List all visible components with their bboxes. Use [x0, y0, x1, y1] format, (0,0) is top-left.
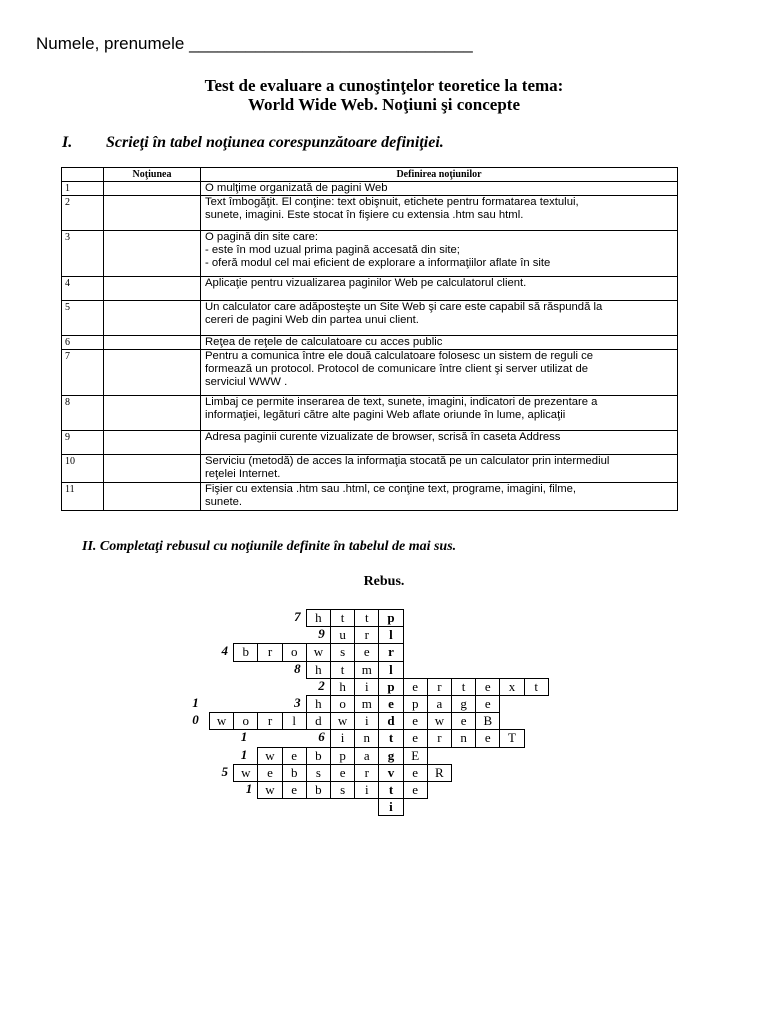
rebus-row-number: 8	[294, 660, 301, 676]
rebus-cell[interactable]: T	[499, 729, 524, 747]
rebus-cell[interactable]: i	[330, 729, 355, 747]
rebus-cell[interactable]: s	[306, 764, 331, 782]
rebus-cell[interactable]: e	[403, 781, 428, 799]
rebus-row-number: 1	[245, 781, 253, 796]
rebus-cell[interactable]: e	[475, 678, 500, 696]
rebus-cell[interactable]: p	[330, 747, 355, 765]
rebus-cell[interactable]: g	[451, 695, 476, 713]
rebus-cell[interactable]: d	[306, 712, 331, 730]
rebus-cell[interactable]: n	[451, 729, 476, 747]
rebus-cell[interactable]: i	[354, 781, 379, 799]
definition-text: Un calculator care adăposteşte un Site Web şi care este capabil să răspundă la cereri de pagini Web din partea unui client.	[201, 301, 678, 336]
row-number: 2	[62, 196, 104, 231]
rebus-cell[interactable]: b	[306, 747, 331, 765]
rebus-cell[interactable]: h	[306, 609, 331, 627]
rebus-cell[interactable]: w	[257, 747, 282, 765]
rebus-cell[interactable]: x	[499, 678, 524, 696]
rebus-cell[interactable]: w	[306, 643, 331, 661]
rebus-cell[interactable]: e	[451, 712, 476, 730]
rebus-key-cell[interactable]: v	[378, 764, 403, 782]
rebus-cell[interactable]: e	[475, 729, 500, 747]
definition-text: Adresa paginii curente vizualizate de browser, scrisă în caseta Address	[201, 431, 678, 455]
rebus-row-number: 5	[221, 763, 228, 779]
rebus-cell[interactable]: h	[330, 678, 355, 696]
rebus-cell[interactable]: e	[282, 781, 307, 799]
rebus-cell[interactable]: B	[475, 712, 500, 730]
rebus-row-number: 6	[318, 729, 325, 745]
rebus-cell[interactable]: w	[257, 781, 282, 799]
rebus-cell[interactable]: w	[233, 764, 258, 782]
rebus-key-cell[interactable]: p	[378, 678, 403, 696]
definition-text: Aplicaţie pentru vizualizarea paginilor Web pe calculatorul client.	[201, 277, 678, 301]
name-line: Numele, prenumele ______________________________	[36, 34, 473, 53]
rebus-cell[interactable]: e	[403, 712, 428, 730]
rebus-row-number: 1	[240, 746, 248, 762]
rebus-cell[interactable]: t	[354, 609, 379, 627]
rebus-row-number: 4	[221, 643, 228, 659]
rebus-cell[interactable]: r	[257, 712, 282, 730]
row-number: 5	[62, 301, 104, 336]
rebus-cell[interactable]: b	[233, 643, 258, 661]
rebus-cell[interactable]: o	[330, 695, 355, 713]
rebus-row-number: 1	[240, 729, 248, 745]
definition-text: Pentru a comunica între ele două calculatoare folosesc un sistem de reguli ce formează un protocol. Protocol de comunicare între client şi server utilizat de serviciul WWW .	[201, 350, 678, 396]
rebus-cell[interactable]: l	[282, 712, 307, 730]
row-number: 4	[62, 277, 104, 301]
rebus-cell[interactable]: b	[282, 764, 307, 782]
rebus-cell[interactable]: w	[209, 712, 234, 730]
rebus-cell[interactable]: e	[475, 695, 500, 713]
rebus-cell[interactable]: e	[403, 678, 428, 696]
rebus-cell[interactable]: a	[354, 747, 379, 765]
row-number: 6	[62, 336, 104, 350]
definition-text: Limbaj ce permite inserarea de text, sunete, imagini, indicatori de prezentare a informaţiei, legături către alte pagini Web aflate oriunde în lume, aplicaţii	[201, 396, 678, 431]
section1-instruction: Scrieţi în tabel noţiunea corespunzătoare definiţiei.	[106, 134, 444, 151]
rebus-key-cell[interactable]: d	[378, 712, 403, 730]
rebus-cell[interactable]: e	[330, 764, 355, 782]
rebus-cell[interactable]: m	[354, 695, 379, 713]
rebus-cell[interactable]: m	[354, 661, 379, 679]
definition-text: Text îmbogăţit. El conţine: text obişnuit, etichete pentru formatarea textului, sunete, imagini. Este stocat în fişiere cu extensia .htm sau html.	[201, 196, 678, 231]
definition-text: Serviciu (metodă) de acces la informaţia stocată pe un calculator prin intermediul reţelei Internet.	[201, 455, 678, 483]
rebus-cell[interactable]: h	[306, 695, 331, 713]
row-number: 8	[62, 396, 104, 431]
rebus-cell[interactable]: e	[403, 729, 428, 747]
rebus-cell[interactable]: r	[354, 764, 379, 782]
rebus-row-number: 3	[294, 695, 301, 710]
row-number: 7	[62, 350, 104, 396]
rebus-key-cell[interactable]: e	[378, 695, 403, 713]
rebus-row-number: 7	[294, 609, 301, 624]
row-number: 10	[62, 455, 104, 483]
rebus-cell[interactable]: w	[330, 712, 355, 730]
rebus-cell[interactable]: e	[282, 747, 307, 765]
definition-text: Reţea de reţele de calculatoare cu acces public	[201, 336, 678, 350]
rebus-key-cell[interactable]: g	[378, 747, 403, 765]
rebus-cell[interactable]: p	[403, 695, 428, 713]
rebus-cell[interactable]: e	[257, 764, 282, 782]
rebus-key-cell[interactable]: i	[378, 798, 403, 816]
rebus-cell[interactable]: s	[330, 781, 355, 799]
rebus-cell[interactable]: a	[427, 695, 452, 713]
section2-instruction: II. Completaţi rebusul cu noţiunile definite în tabelul de mai sus.	[82, 539, 457, 554]
rebus-key-cell[interactable]: r	[378, 643, 403, 661]
definition-text: O mulţime organizată de pagini Web	[201, 182, 678, 196]
rebus-cell[interactable]: w	[427, 712, 452, 730]
rebus-cell[interactable]: R	[427, 764, 452, 782]
row-number: 11	[62, 483, 104, 511]
rebus-cell[interactable]: i	[354, 678, 379, 696]
rebus-title: Rebus.	[363, 574, 405, 589]
rebus-cell[interactable]: o	[233, 712, 258, 730]
section1-number: I.	[62, 134, 73, 151]
test-subtitle: World Wide Web. Noţiuni şi concepte	[247, 95, 521, 114]
rebus-cell[interactable]: E	[403, 747, 428, 765]
rebus-key-cell[interactable]: l	[378, 626, 403, 644]
rebus-cell[interactable]: t	[524, 678, 549, 696]
rebus-cell[interactable]: n	[354, 729, 379, 747]
rebus-cell[interactable]: o	[282, 643, 307, 661]
rebus-cell[interactable]: t	[451, 678, 476, 696]
rebus-cell[interactable]: u	[330, 626, 355, 644]
rebus-key-cell[interactable]: p	[378, 609, 403, 627]
rebus-cell[interactable]: t	[330, 661, 355, 679]
rebus-cell[interactable]: r	[257, 643, 282, 661]
rebus-cell[interactable]: r	[354, 626, 379, 644]
rebus-row-number: 9	[318, 626, 325, 642]
row-number: 3	[62, 231, 104, 277]
rebus-cell[interactable]: t	[330, 609, 355, 627]
test-title: Test de evaluare a cunoştinţelor teoretice la tema:	[204, 76, 564, 95]
header-definition: Definirea noţiunilor	[201, 168, 678, 182]
rebus-row-number: 2	[318, 677, 325, 693]
rebus-cell[interactable]: s	[330, 643, 355, 661]
rebus-cell[interactable]: h	[306, 661, 331, 679]
rebus-cell[interactable]: r	[427, 729, 452, 747]
row-number: 1	[62, 182, 104, 196]
rebus-cell[interactable]: e	[403, 764, 428, 782]
rebus-cell[interactable]: e	[354, 643, 379, 661]
rebus-cell[interactable]: r	[427, 678, 452, 696]
rebus-cell[interactable]: i	[354, 712, 379, 730]
rebus-cell[interactable]: b	[306, 781, 331, 799]
rebus-key-cell[interactable]: t	[378, 781, 403, 799]
rebus-key-cell[interactable]: l	[378, 661, 403, 679]
row-number: 9	[62, 431, 104, 455]
definition-text: Fişier cu extensia .htm sau .html, ce conţine text, programe, imagini, filme, sunete.	[201, 483, 678, 511]
header-notion: Noţiunea	[104, 168, 201, 182]
rebus-key-cell[interactable]: t	[378, 729, 403, 747]
definition-text: O pagină din site care: - este în mod uzual prima pagină accesată din site; - oferă modul cel mai eficient de explorare a informaţiilor aflate în site	[201, 231, 678, 277]
rebus-row-number: 1	[192, 695, 199, 710]
rebus-row-number: 0	[192, 712, 199, 728]
